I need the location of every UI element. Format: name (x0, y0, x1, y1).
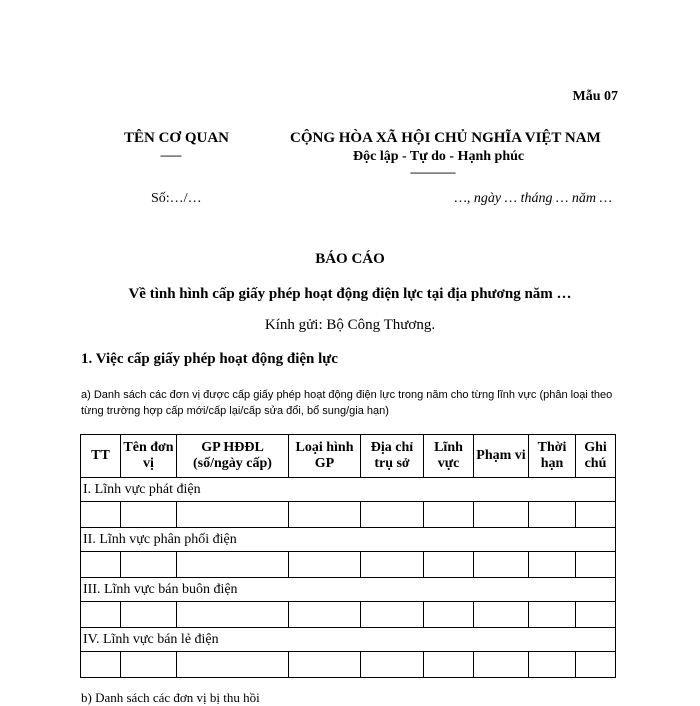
section-1b-paragraph: b) Danh sách các đơn vị bị thu hồi (81, 690, 260, 705)
table-group-row (81, 628, 616, 652)
group-label: II. Lĩnh vực phân phối điện (81, 528, 616, 552)
blank-cell (576, 652, 616, 678)
motto-rule: --------------- (410, 165, 455, 179)
group-label: IV. Lĩnh vực bán lẻ điện (81, 628, 616, 652)
blank-cell (289, 502, 361, 528)
header-cell: Thời hạn (529, 435, 576, 478)
blank-cell (121, 552, 177, 578)
report-subtitle: Về tình hình cấp giấy phép hoạt động điện lực tại địa phương năm … (128, 286, 572, 302)
blank-cell (361, 602, 424, 628)
blank-cell (177, 502, 289, 528)
national-motto: Độc lập - Tự do - Hạnh phúc (353, 149, 525, 164)
form-code: Mẫu 07 (572, 89, 618, 104)
blank-cell (81, 552, 121, 578)
nation-title: CỘNG HÒA XÃ HỘI CHỦ NGHĨA VIỆT NAM (290, 130, 601, 146)
blank-cell (529, 652, 576, 678)
blank-cell (177, 552, 289, 578)
blank-cell (474, 652, 529, 678)
blank-cell (474, 602, 529, 628)
blank-cell (81, 602, 121, 628)
blank-cell (289, 652, 361, 678)
report-title: BÁO CÁO (315, 251, 385, 267)
header-cell: GP HĐĐL (số/ngày cấp) (177, 435, 289, 478)
blank-cell (424, 652, 474, 678)
recipient-line: Kính gửi: Bộ Công Thương. (264, 317, 436, 333)
blank-cell (361, 652, 424, 678)
table-group-row (81, 578, 616, 602)
table-row (81, 502, 616, 528)
document-number: Số:…/… (151, 191, 202, 206)
table-row (81, 602, 616, 628)
blank-cell (121, 652, 177, 678)
blank-cell (576, 602, 616, 628)
blank-cell (121, 502, 177, 528)
group-label: III. Lĩnh vực bán buôn điện (81, 578, 616, 602)
blank-cell (177, 652, 289, 678)
header-cell: Lĩnh vực (424, 435, 474, 478)
blank-cell (576, 502, 616, 528)
section-1-paragraph: a) Danh sách các đơn vị được cấp giấy phép hoạt động điện lực trong năm cho từng lĩnh vực (phân loại theo từng trường hợp cấp mới/cấp lại/cấp sửa đổi, bổ sung/gia hạn) (81, 389, 613, 417)
blank-cell (361, 502, 424, 528)
group-label: I. Lĩnh vực phát điện (81, 478, 616, 502)
blank-cell (289, 602, 361, 628)
table-group-row (81, 528, 616, 552)
table-header-row (81, 435, 616, 478)
blank-cell (289, 552, 361, 578)
table-row (81, 652, 616, 678)
blank-cell (121, 602, 177, 628)
blank-cell (529, 552, 576, 578)
organization-name: TÊN CƠ QUAN (124, 130, 230, 146)
blank-cell (474, 552, 529, 578)
blank-cell (177, 602, 289, 628)
blank-cell (81, 502, 121, 528)
header-cell: Tên đơn vị (121, 435, 177, 478)
date-line: …, ngày … tháng … năm … (454, 191, 612, 206)
blank-cell (529, 602, 576, 628)
header-cell: TT (81, 435, 121, 478)
blank-cell (81, 652, 121, 678)
blank-cell (424, 502, 474, 528)
blank-cell (424, 552, 474, 578)
organization-rule: ------- (160, 148, 181, 162)
blank-cell (529, 502, 576, 528)
header-cell: Ghi chú (576, 435, 616, 478)
header-cell: Loại hình GP (289, 435, 361, 478)
table-row (81, 552, 616, 578)
blank-cell (474, 502, 529, 528)
license-table (80, 434, 616, 678)
header-cell: Phạm vi (474, 435, 529, 478)
blank-cell (576, 552, 616, 578)
blank-cell (361, 552, 424, 578)
blank-cell (424, 602, 474, 628)
table-group-row (81, 478, 616, 502)
section-1-heading: 1. Việc cấp giấy phép hoạt động điện lực (81, 351, 338, 367)
header-cell: Địa chỉ trụ sở (361, 435, 424, 478)
